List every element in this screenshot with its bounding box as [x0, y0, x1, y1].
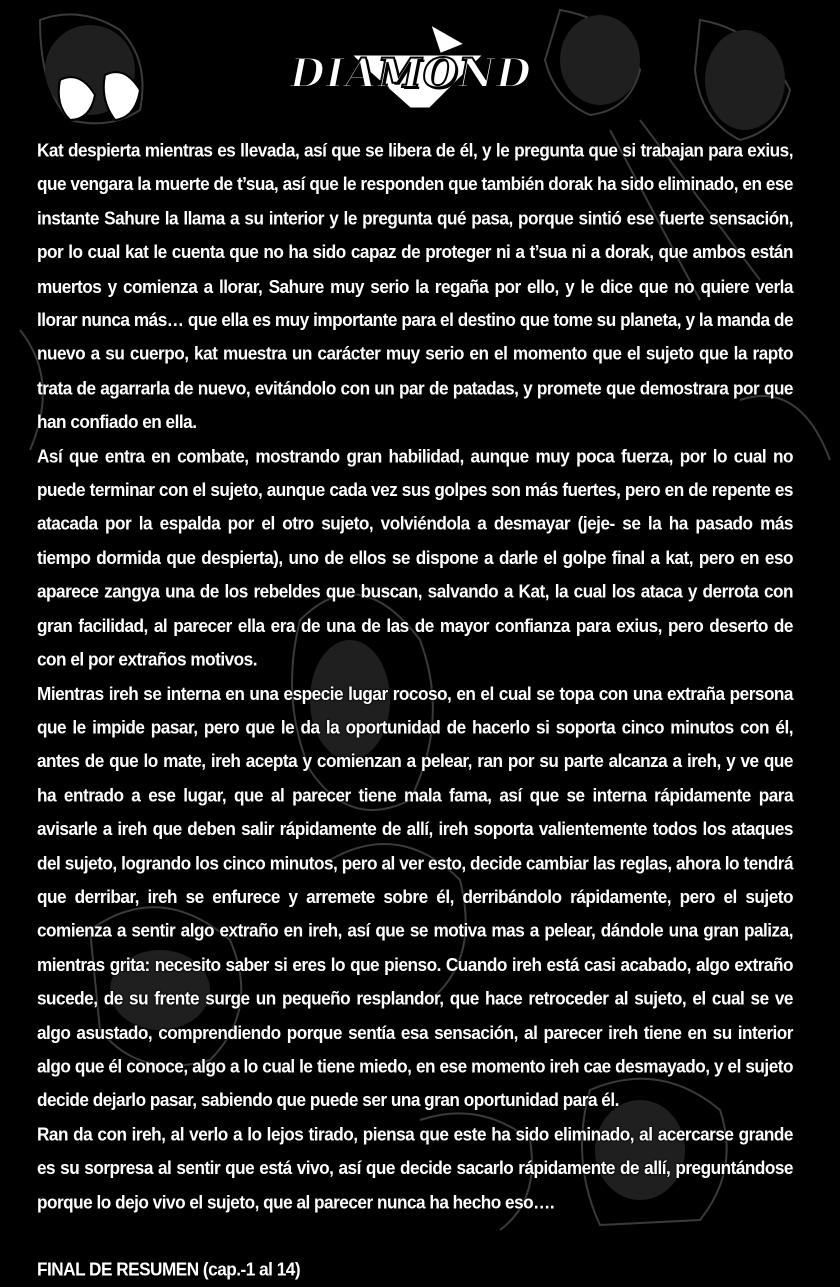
summary-text [37, 134, 793, 1287]
diamond-logo [290, 14, 540, 114]
paragraph-4: Ran da con ireh, al verlo a lo lejos tirado, piensa que este ha sido eliminado, al acercarse grande es su sorpresa al sentir que está vivo, así que decide sacarlo rápidamente de allí, preguntándose porque lo dejo vivo el sujeto, que al parecer nunca ha hecho eso…. [37, 1123, 793, 1213]
logo-text: DIAMOND [290, 50, 532, 97]
paragraph-3: Mientras ireh se interna en una especie lugar rocoso, en el cual se topa con una extraña persona que le impide pasar, pero que le da la oportunidad de hacerlo si soporta cinco minutos con él, antes de que lo mate, ireh acepta y comienzan a pelear, ran por su parte alcanza a ireh, y ve que ha entrado a ese lugar, que al parecer tiene mala fama, así que se interna rápidamente para avisarle a ireh que deben salir rápidamente de allí, ireh soporta valientemente todos los ataques del sujeto, logrando los cinco minutos, pero al ver esto, decide cambiar las reglas, ahora lo tendrá que derribar, ireh se enfurece y arremete sobre él, derribándolo rápidamente, pero el sujeto comienza a sentir algo extraño en ireh, así que se motiva mas a pelear, dándole una gran paliza, mientras grita: necesito saber si eres lo que pienso. Cuando ireh está casi acabado, algo extraño sucede, de su frente surge un pequeño resplandor, que hace retroceder al sujeto, el cual se ve algo asustado, comprendiendo porque sentía esa sensación, al parecer ireh tiene en su interior algo que él conoce, algo a lo cual le tiene miedo, en ese momento ireh cae desmayado, y el sujeto decide dejarlo pasar, sabiendo que puede ser una gran oportunidad para él. [37, 682, 793, 1111]
paragraph-2: Así que entra en combate, mostrando gran habilidad, aunque muy poca fuerza, por lo cual no puede terminar con el sujeto, aunque cada vez sus golpes son más fuertes, pero en de repente es atacada por la espalda por el otro sujeto, volviéndola a desmayar (jeje- se la ha pasado más tiempo dormida que despierta), uno de ellos se dispone a darle el golpe final a kat, pero en eso aparece zangya una de los rebeldes que buscan, salvando a Kat, la cual los ataca y derrota con gran facilidad, al parecer ella era de una de las de mayor confianza para exius, pero deserto de con el por extraños motivos. [37, 444, 793, 670]
paragraph-1: Kat despierta mientras es llevada, así que se libera de él, y le pregunta que si trabajan para exius, que vengara la muerte de t’sua, así que le responden que también dorak ha sido eliminado, en ese instante Sahure la llama a su interior y le pregunta qué pasa, porque sintió ese fuerte sensación, por lo cual kat le cuenta que no ha sido capaz de proteger ni a t’sua ni a dorak, que ambos están muertos y comienza a llorar, Sahure muy serio la regaña por ello, y le dice que no quiere verla llorar nunca más… que ella es muy importante para el destino que tome su planeta, y la manda de nuevo a su cuerpo, kat muestra un carácter muy serio en el momento que el sujeto que la rapto trata de agarrarla de nuevo, evitándolo con un par de patadas, y promete que demostrara por que han confiado en ella. [37, 139, 793, 433]
footer-text: FINAL DE RESUMEN (cap.-1 al 14) [37, 1258, 301, 1281]
